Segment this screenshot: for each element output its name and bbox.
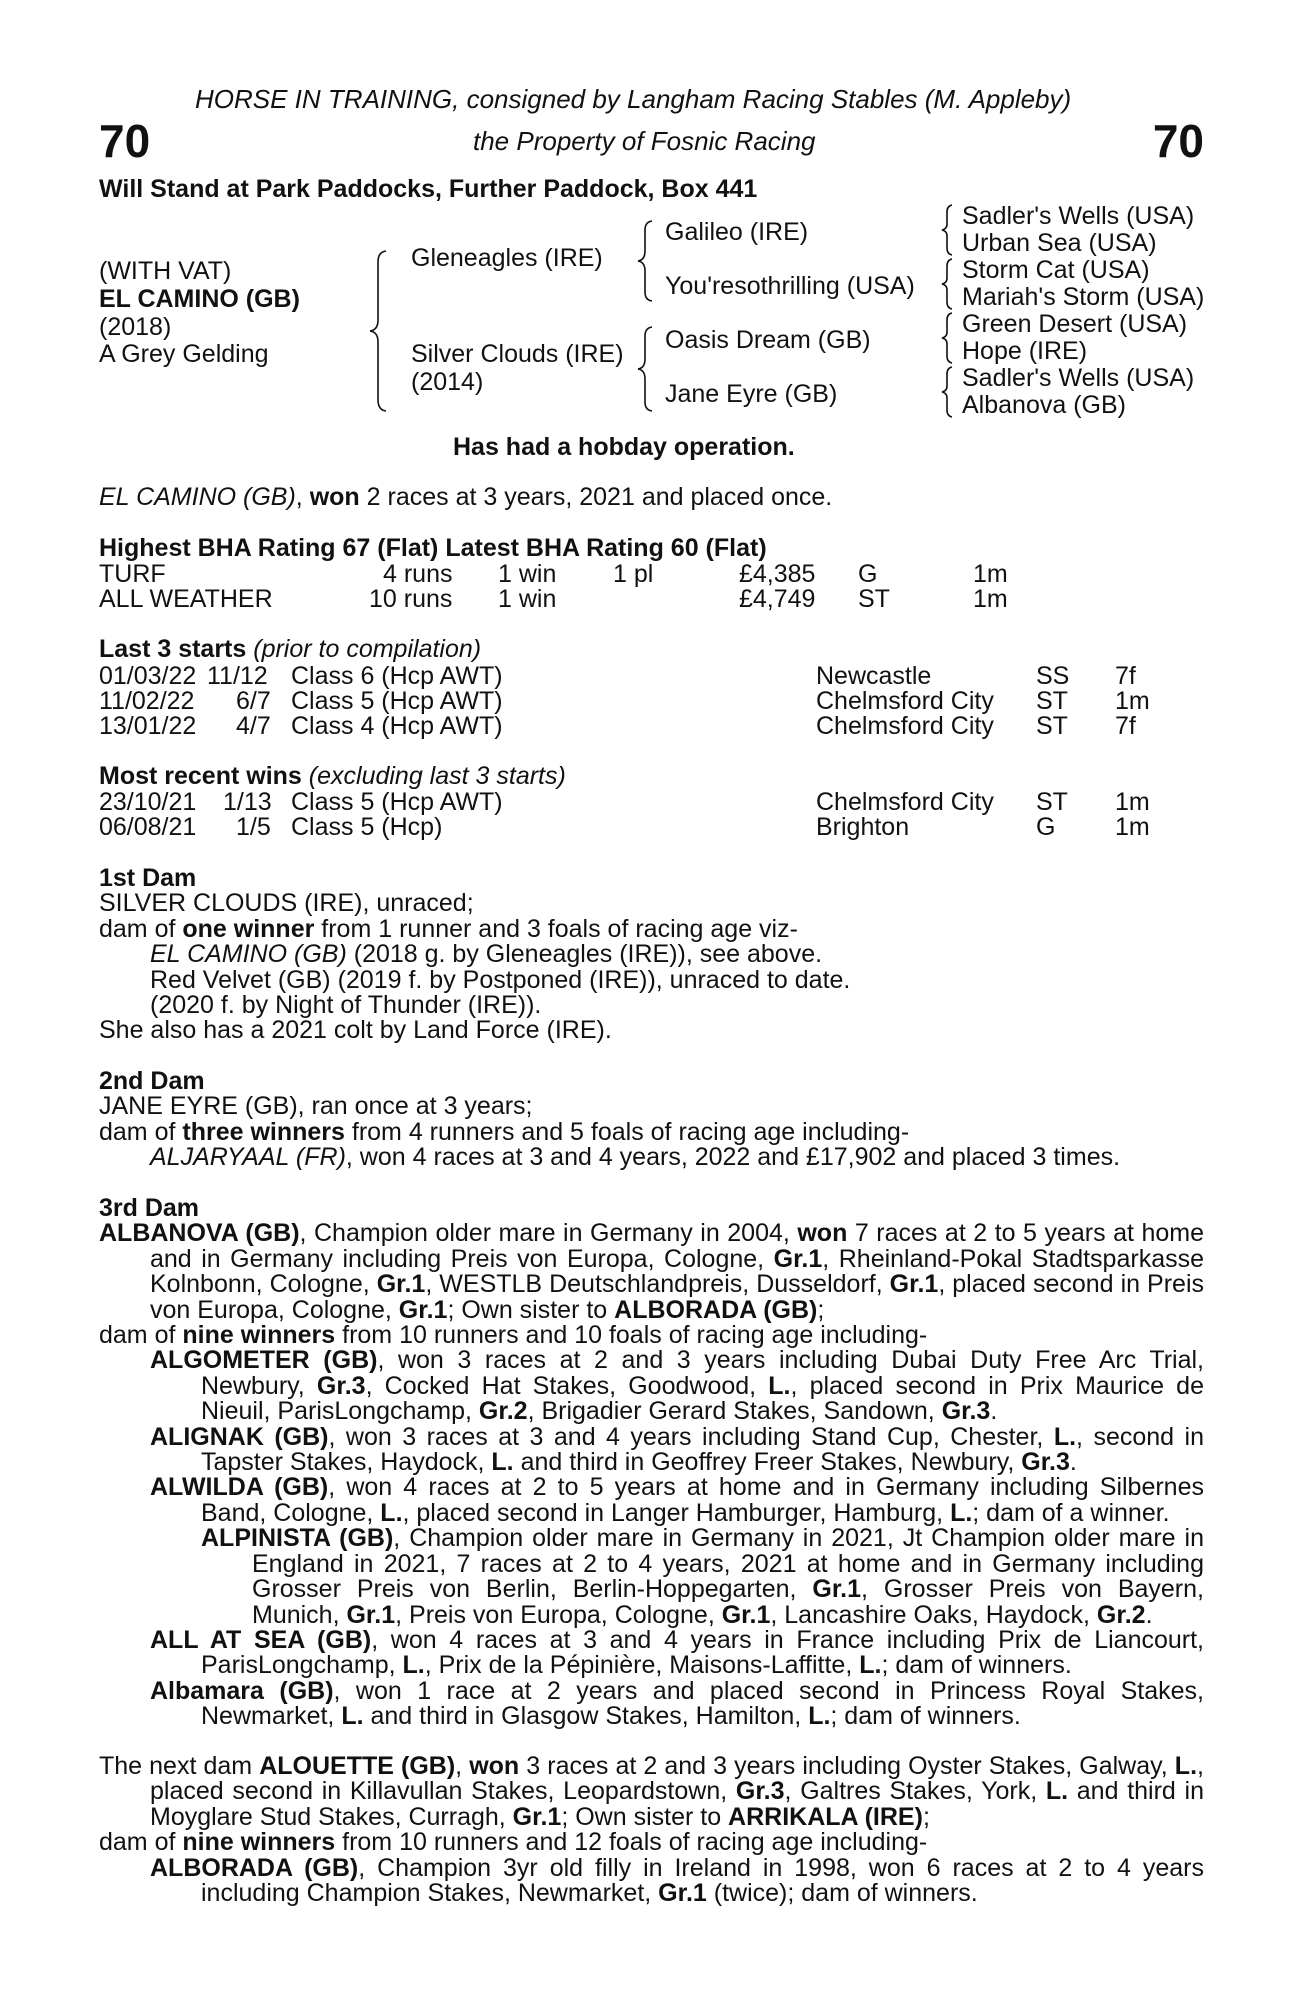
start-row: 13/01/22 4/7 Class 4 (Hcp AWT) Chelmsford City ST 7f — [99, 712, 1136, 740]
pedigree-brace-g4 — [940, 366, 956, 418]
win-row: 23/10/21 1/13 Class 5 (Hcp AWT) Chelmsford City ST 1m — [99, 788, 1150, 816]
last-starts-table — [99, 664, 1199, 739]
alouette-entry: The next dam ALOUETTE (GB), won 3 races at 2 and 3 years including Oyster Stakes, Galway, L., placed second in Killavullan Stakes, Leopardstown, Gr.3, Galtres Stakes, York, L. and third in Moyglare Stud Stakes, Curragh, Gr.1; Own sister to ARRIKALA (IRE); — [99, 1752, 1204, 1831]
pedigree-gen3-7: Sadler's Wells (USA) — [962, 364, 1195, 392]
algometer-entry: ALGOMETER (GB), won 3 races at 2 and 3 years including Dubai Duty Free Arc Trial, Newbury, Gr.3, Cocked Hat Stakes, Goodwood, L., placed second in Prix Maurice de Nieuil, ParisLongchamp, Gr.2, Brigadier Gerard Stakes, Sandown, Gr.3. — [150, 1346, 1204, 1426]
consignment-line: HORSE IN TRAINING, consigned by Langham Racing Stables (M. Appleby) — [195, 84, 1072, 114]
albanova-entry: ALBANOVA (GB), Champion older mare in Germany in 2004, won 7 races at 2 to 5 years at home and in Germany including Preis von Europa, Cologne, Gr.1, Rheinland-Pokal Stadtsparkasse Kolnbonn, Cologne, Gr.1, WESTLB Deutschlandpreis, Dusseldorf, Gr.1, placed second in Preis von Europa, Cologne, Gr.1; Own sister to ALBORADA (GB); — [99, 1219, 1205, 1324]
second-dam-produce-line: dam of three winners from 4 runners and 5 foals of racing age including- — [99, 1117, 910, 1146]
pedigree-sire-sire: Galileo (IRE) — [665, 218, 809, 246]
hobday-note: Has had a hobday operation. — [453, 433, 795, 461]
ratings-table — [99, 562, 1199, 612]
pedigree-gen3-5: Green Desert (USA) — [962, 310, 1188, 338]
next-dam-produce-line: dam of nine winners from 10 runners and 12 foals of racing age including- — [99, 1828, 928, 1857]
pedigree-brace-g1 — [940, 204, 956, 256]
pedigree-gen3-6: Hope (IRE) — [962, 337, 1088, 365]
recent-wins-table — [99, 790, 1199, 840]
pedigree-dam-year: (2014) — [411, 368, 484, 396]
horse-name: EL CAMINO (GB) — [99, 285, 300, 313]
pedigree-brace-g3 — [940, 312, 956, 364]
first-dam-produce-line: dam of one winner from 1 runner and 3 foals of racing age viz- — [99, 914, 798, 943]
alwilda-entry: ALWILDA (GB), won 4 races at 2 to 5 years at home and in Germany including Silbernes Band, Cologne, L., placed second in Langer Hamburger, Hamburg, L.; dam of a winner. — [150, 1473, 1204, 1527]
first-dam-note: She also has a 2021 colt by Land Force (IRE). — [99, 1016, 612, 1045]
win-row: 06/08/21 1/5 Class 5 (Hcp) Brighton G 1m — [99, 813, 1150, 841]
start-row: 11/02/22 6/7 Class 5 (Hcp AWT) Chelmsford City ST 1m — [99, 687, 1150, 715]
pedigree-brace-dam — [636, 326, 658, 412]
third-dam-produce-line: dam of nine winners from 10 runners and 10 foals of racing age including- — [99, 1321, 928, 1350]
vat-note: (WITH VAT) — [99, 257, 232, 285]
produce-item: ALJARYAAL (FR), won 4 races at 3 and 4 years, 2022 and £17,902 and placed 3 times. — [150, 1143, 1121, 1172]
pedigree-dam: Silver Clouds (IRE) — [411, 340, 624, 368]
pedigree-gen3-4: Mariah's Storm (USA) — [962, 283, 1205, 311]
last-starts-heading: Last 3 starts (prior to compilation) — [99, 635, 482, 663]
next-dam-section — [99, 1754, 1204, 1906]
lot-number-right: 70 — [1152, 115, 1204, 167]
recent-wins-heading: Most recent wins (excluding last 3 starts) — [99, 762, 566, 790]
pedigree-sire-dam: You'resothrilling (USA) — [665, 272, 915, 300]
second-dam-line: JANE EYRE (GB), ran once at 3 years; — [99, 1092, 533, 1121]
third-dam-section — [99, 1196, 1204, 1730]
pedigree-gen3-1: Sadler's Wells (USA) — [962, 202, 1195, 230]
alignak-entry: ALIGNAK (GB), won 3 races at 3 and 4 years including Stand Cup, Chester, L., second in Tapster Stakes, Haydock, L. and third in Geoffrey Freer Stakes, Newbury, Gr.3. — [150, 1422, 1204, 1477]
pedigree-brace-main — [368, 250, 392, 412]
alborada-entry: ALBORADA (GB), Champion 3yr old filly in Ireland in 1998, won 6 races at 2 to 4 years including Champion Stakes, Newmarket, Gr.1 (twice); dam of winners. — [150, 1853, 1204, 1908]
ratings-row-turf: TURF 4 runs 1 win 1 pl £4,385 G 1m — [99, 560, 1008, 588]
pedigree-gen3-8: Albanova (GB) — [962, 391, 1126, 419]
albamara-entry: Albamara (GB), won 1 race at 2 years and placed second in Princess Royal Stakes, Newmarket, L. and third in Glasgow Stakes, Hamilton, L.; dam of winners. — [150, 1676, 1204, 1731]
pedigree-gen3-3: Storm Cat (USA) — [962, 256, 1150, 284]
lot-number-left: 70 — [99, 115, 151, 167]
second-dam-heading: 2nd Dam — [99, 1067, 205, 1095]
produce-item: EL CAMINO (GB) (2018 g. by Gleneagles (IRE)), see above. — [150, 940, 823, 969]
horse-description: A Grey Gelding — [99, 340, 269, 368]
pedigree-brace-g2 — [940, 258, 956, 310]
pedigree-brace-sire — [636, 220, 658, 302]
all-at-sea-entry: ALL AT SEA (GB), won 4 races at 3 and 4 years in France including Prix de Liancourt, ParisLongchamp, L., Prix de la Pépinière, Maisons-Laffitte, L.; dam of winners. — [150, 1625, 1205, 1680]
property-line: the Property of Fosnic Racing — [473, 126, 816, 156]
horse-year: (2018) — [99, 313, 172, 341]
second-dam-section — [99, 1069, 1204, 1171]
ratings-row-all-weather: ALL WEATHER 10 runs 1 win £4,749 ST 1m — [99, 585, 1008, 613]
bha-ratings-heading: Highest BHA Rating 67 (Flat) Latest BHA Rating 60 (Flat) — [99, 534, 767, 562]
produce-item: (2020 f. by Night of Thunder (IRE)). — [150, 991, 542, 1020]
first-dam-line: SILVER CLOUDS (IRE), unraced; — [99, 889, 474, 918]
pedigree-gen3-2: Urban Sea (USA) — [962, 229, 1157, 257]
pedigree-dam-dam: Jane Eyre (GB) — [665, 380, 838, 408]
pedigree-dam-sire: Oasis Dream (GB) — [665, 326, 871, 354]
alpinista-entry: ALPINISTA (GB), Champion older mare in Germany in 2021, Jt Champion older mare in England in 2021, 7 races at 2 to 4 years, 2021 at home and in Germany including Grosser Preis von Berlin, Berlin-Hoppegarten, Gr.1, Grosser Preis von Bayern, Munich, Gr.1, Preis von Europa, Cologne, Gr.1, Lancashire Oaks, Haydock, Gr.2. — [201, 1524, 1204, 1629]
first-dam-section — [99, 866, 1204, 1044]
produce-item: Red Velvet (GB) (2019 f. by Postponed (IRE)), unraced to date. — [150, 965, 851, 994]
pedigree-sire: Gleneagles (IRE) — [411, 244, 603, 272]
first-dam-heading: 1st Dam — [99, 864, 197, 892]
start-row: 01/03/22 11/12 Class 6 (Hcp AWT) Newcastle SS 7f — [99, 662, 1136, 690]
location-line: Will Stand at Park Paddocks, Further Paddock, Box 441 — [99, 175, 758, 203]
third-dam-heading: 3rd Dam — [99, 1194, 200, 1222]
race-summary: EL CAMINO (GB), won 2 races at 3 years, 2021 and placed once. — [99, 483, 833, 511]
